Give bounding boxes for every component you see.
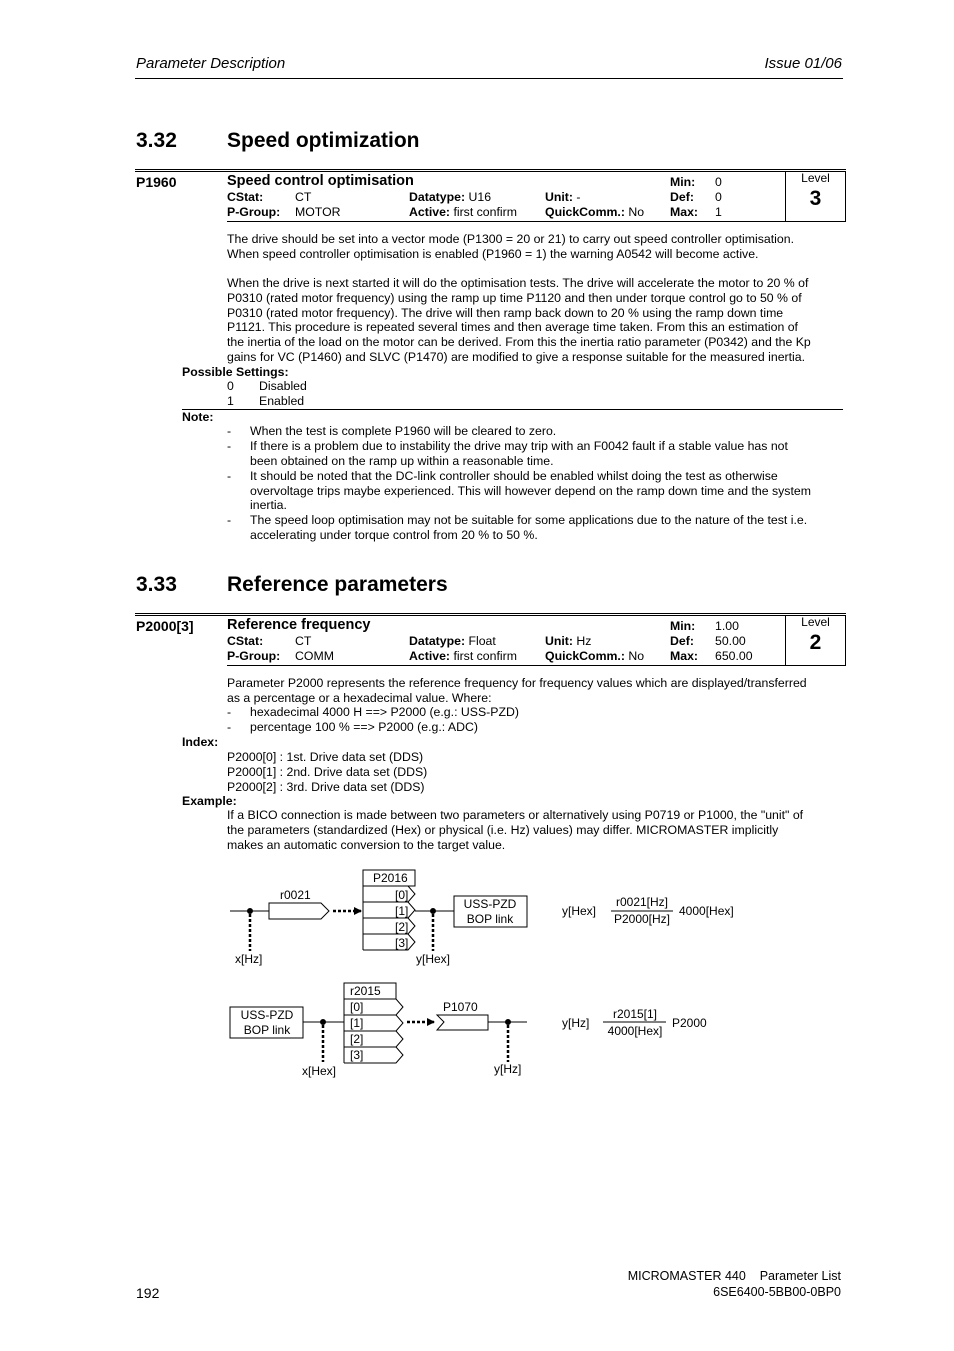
d2-input-node: [321, 1020, 326, 1025]
d1-formula-den: P2000[Hz]: [613, 912, 671, 926]
cstat-value: CT: [295, 634, 312, 648]
active: Active: first confirm: [409, 205, 517, 219]
example-text: If a BICO connection is made between two parameters or alternatively using P0719 or P1000, the "unit" of the parameters (standardized (Hex) or physical (i.e. Hz) values) may differ. MICROMASTER implicitly makes an automatic conversion to the target value.: [227, 808, 804, 852]
d1-src-label: r0021: [280, 888, 311, 902]
pgroup-value: MOTOR: [295, 205, 341, 219]
d1-input-label: x[Hz]: [235, 952, 263, 966]
pgroup-label: P-Group:: [227, 205, 281, 219]
def-label: Def:: [670, 634, 694, 648]
quickcomm: QuickComm.: No: [545, 649, 645, 663]
max-value: 1: [715, 205, 722, 219]
d1-box-line1: USS-PZD: [463, 897, 517, 911]
d1-idx-label: [1]: [395, 904, 409, 918]
level-value: 2: [809, 631, 822, 654]
d2-param-label: r2015: [350, 984, 381, 998]
d2-input-label: x[Hex]: [302, 1064, 337, 1078]
param-name: Speed control optimisation: [227, 173, 414, 189]
min-label: Min:: [670, 619, 696, 633]
datatype: Datatype: U16: [409, 190, 492, 204]
min-label: Min:: [670, 175, 696, 189]
header-right: Issue 01/06: [764, 55, 842, 72]
d1-formula-num: r0021[Hz]: [615, 895, 669, 909]
unit: Unit: Hz: [545, 634, 592, 648]
max-value: 650.00: [715, 649, 753, 663]
cstat-label: CStat:: [227, 634, 264, 648]
section-title: Speed optimization: [227, 129, 420, 152]
d1-formula-tail: 4000[Hex]: [679, 904, 734, 918]
setting-text: Disabled: [259, 379, 307, 393]
example-label: Example:: [182, 794, 237, 808]
active: Active: first confirm: [409, 649, 517, 663]
quickcomm: QuickComm.: No: [545, 205, 645, 219]
param-name: Reference frequency: [227, 617, 371, 633]
def-value: 0: [715, 190, 722, 204]
settings-label: Possible Settings:: [182, 365, 289, 379]
d1-box-line2: BOP link: [466, 912, 514, 926]
section-title: Reference parameters: [227, 573, 448, 596]
section-number: 3.32: [136, 129, 177, 152]
d1-idx-label: [0]: [395, 888, 409, 902]
pgroup-value: COMM: [295, 649, 334, 663]
note-label: Note:: [182, 410, 214, 424]
unit: Unit: -: [545, 190, 581, 204]
d2-formula-tail: P2000: [672, 1016, 707, 1030]
d2-box-line1: USS-PZD: [240, 1008, 294, 1022]
setting-value: 1: [227, 394, 234, 408]
index-list: P2000[0] : 1st. Drive data set (DDS) P2000[1] : 2nd. Drive data set (DDS) P2000[2] : 3rd. Drive data set (DDS): [227, 750, 428, 794]
max-label: Max:: [670, 649, 699, 663]
setting-text: Enabled: [259, 394, 305, 408]
d1-idx-label: [3]: [395, 936, 409, 950]
d1-formula-lhs: y[Hex]: [562, 904, 597, 918]
param-id: P1960: [136, 174, 177, 190]
setting-value: 0: [227, 379, 234, 393]
max-label: Max:: [670, 205, 699, 219]
d2-dst-label: P1070: [443, 1000, 478, 1014]
d2-idx-label: [0]: [350, 1000, 364, 1014]
min-value: 1.00: [715, 619, 739, 633]
datatype: Datatype: Float: [409, 634, 496, 648]
d1-r0021-connector: [269, 903, 329, 919]
p1960-desc2: When the drive is next started it will do the optimisation tests. The drive will accelerate the motor to 20 % of P0310 (rated motor frequency) using the ramp up time P1120 and then under torque control go to 50 % of P0310 (rated motor frequency). The drive will then ramp back down to 20 % using the ramp down time P1121. This procedure is repeated several times and then average time taken. From this an estimation of the inertia of the load on the motor can be derived. From this the inertia ratio parameter (P0342) and the Kp gains for VC (P1460) and SLVC (P1470) are modified to give a response suitable for the measured inertia.: [227, 276, 811, 364]
param-id: P2000[3]: [136, 618, 194, 634]
index-label: Index:: [182, 735, 219, 749]
pgroup-label: P-Group:: [227, 649, 281, 663]
d2-output-node: [506, 1020, 511, 1025]
p2000-desc: Parameter P2000 represents the reference frequency for frequency values which are displayed/transferred as a percentage or a hexadecimal value. Where:: [227, 676, 807, 705]
d2-formula-lhs: y[Hz]: [562, 1016, 590, 1030]
level-label: Level: [801, 171, 830, 185]
p1960-desc1: The drive should be set into a vector mode (P1300 = 20 or 21) to carry out speed controller optimisation. When speed controller optimisation is enabled (P1960 = 1) the warning A0542 will become active.: [227, 232, 794, 261]
def-label: Def:: [670, 190, 694, 204]
page-number: 192: [136, 1285, 160, 1301]
header-left: Parameter Description: [136, 55, 286, 72]
footer-product: MICROMASTER 440 Parameter List: [627, 1269, 841, 1283]
d1-output-node: [431, 909, 436, 914]
cstat-value: CT: [295, 190, 312, 204]
d1-param-label: P2016: [373, 871, 408, 885]
level-value: 3: [809, 187, 822, 210]
d2-output-label: y[Hz]: [494, 1062, 522, 1076]
d2-idx-label: [1]: [350, 1016, 364, 1030]
footer-order: 6SE6400-5BB00-0BP0: [713, 1285, 841, 1299]
d2-idx-label: [3]: [350, 1048, 364, 1062]
d2-idx-label: [2]: [350, 1032, 364, 1046]
def-value: 50.00: [715, 634, 746, 648]
min-value: 0: [715, 175, 722, 189]
d2-p1070-connector: [437, 1015, 488, 1030]
d2-formula-den: 4000[Hex]: [607, 1024, 663, 1038]
d2-formula-num: r2015[1]: [612, 1007, 658, 1021]
level-label: Level: [801, 615, 830, 629]
d1-input-node: [248, 909, 253, 914]
section-number: 3.33: [136, 573, 177, 596]
d1-idx-label: [2]: [395, 920, 409, 934]
cstat-label: CStat:: [227, 190, 264, 204]
d1-output-label: y[Hex]: [416, 952, 451, 966]
d2-box-line2: BOP link: [243, 1023, 291, 1037]
